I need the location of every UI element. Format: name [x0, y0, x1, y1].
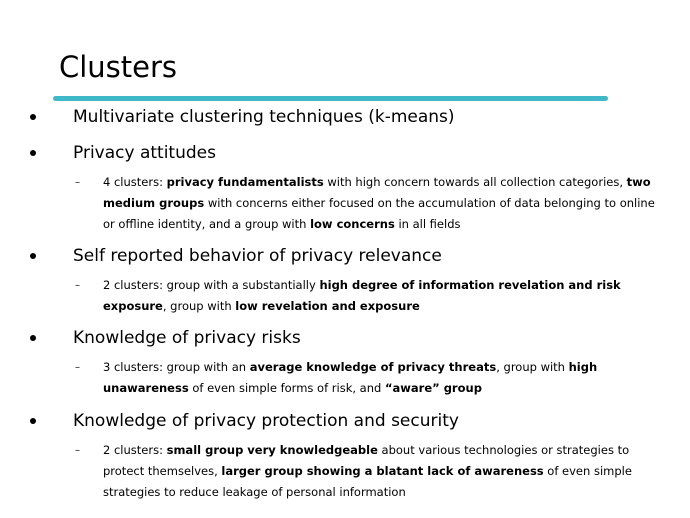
dash-icon: – — [75, 280, 80, 291]
bullet-dot-icon — [30, 253, 36, 259]
sub-bullet-knowledge-risks — [75, 357, 643, 399]
sub-bullet-text: 2 clusters: group with a substantially high degree of information revelation and risk exposure, group with low revelation and exposure — [103, 278, 621, 313]
bullet-dot-icon — [30, 418, 36, 424]
bullet-dot-icon — [30, 114, 36, 120]
bullet-dot-icon — [30, 150, 36, 156]
sub-bullet-text: 4 clusters: privacy fundamentalists with high concern towards all collection categories, two medium groups with concerns either focused on the accumulation of data belonging to online or offline identity, and a group with low concerns in all fields — [103, 175, 655, 231]
bullet-text: Self reported behavior of privacy relevance — [73, 246, 442, 266]
title-underline — [53, 96, 608, 101]
bullet-text: Knowledge of privacy risks — [73, 328, 301, 348]
dash-icon: – — [75, 177, 80, 188]
bullet-text: Privacy attitudes — [73, 143, 216, 163]
sub-bullet-privacy-attitudes — [75, 172, 663, 235]
sub-bullet-text: 3 clusters: group with an average knowledge of privacy threats, group with high unawareness of even simple forms of risk, and “aware” group — [103, 360, 598, 395]
bullet-dot-icon — [30, 335, 36, 341]
bullet-text: Knowledge of privacy protection and security — [73, 411, 459, 431]
dash-icon: – — [75, 445, 80, 456]
dash-icon: – — [75, 362, 80, 373]
sub-bullet-text: 2 clusters: small group very knowledgeable about various technologies or strategies to protect themselves, larger group showing a blatant lack of awareness of even simple strategies to reduce leakage of personal information — [103, 443, 632, 499]
bullet-text: Multivariate clustering techniques (k-means) — [73, 107, 455, 127]
sub-bullet-knowledge-protection — [75, 440, 648, 503]
slide-title: Clusters — [59, 50, 178, 84]
sub-bullet-self-reported-behavior — [75, 275, 653, 317]
